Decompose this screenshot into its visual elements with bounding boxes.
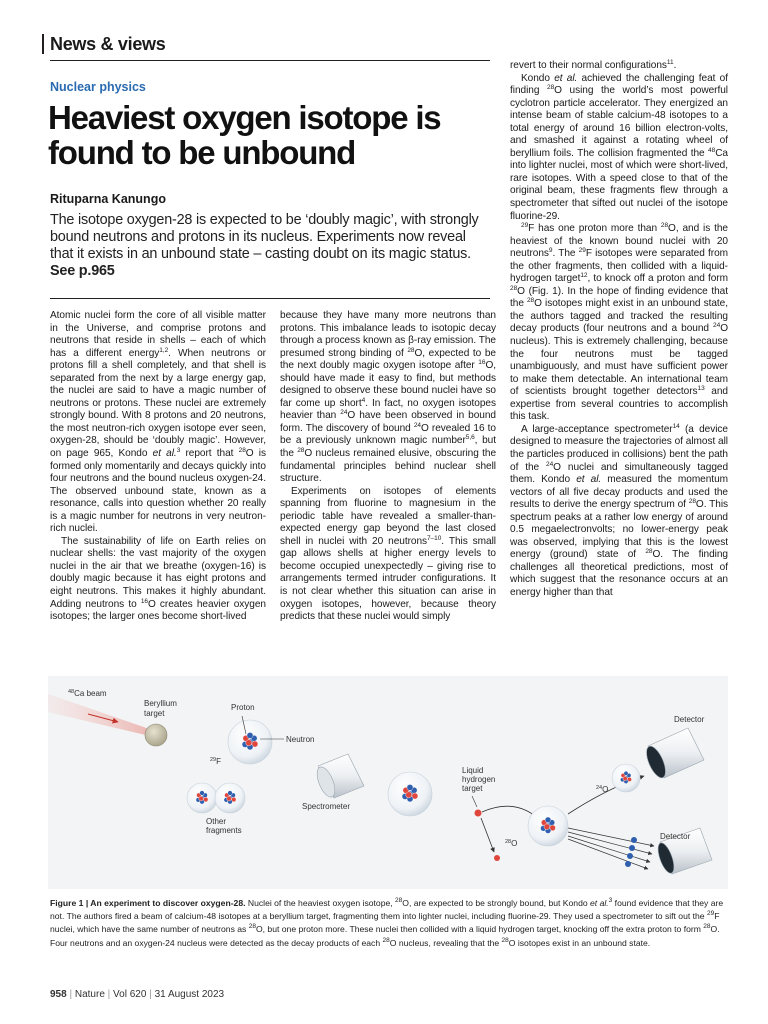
neutron-particle xyxy=(624,771,628,775)
issue-date: 31 August 2023 xyxy=(154,989,225,1000)
liquid-hydrogen-target xyxy=(475,810,482,817)
f29-label: $^{29}$F xyxy=(210,757,222,766)
paragraph: Atomic nuclei form the core of all visible matter in the Universe, and comprise protons and neutrons that reside in shells – each of which has a different energy$^{1,2}$. When neutrons or protons fill a shell completely, and that shell is separated from the next by a large energy gap, the nuclei are said to have a magic number of neutrons or protons. These nuclei are extremely strongly bound. With 8 protons and 20 neutrons, the most neutron-rich oxygen isotope ever seen, oxygen-28, should be ‘doubly magic’. However, on page 965, Kondo et al.$^3$ report that $^{28}$O is formed only momentarily and decays quickly into four neutrons and the bound nucleus oxygen-24. The observed unbound state, known as a resonance, calls into question whether 20 really is a magic number for neutrons in very neutron-rich nuclei. xyxy=(50,310,266,535)
beryllium-label: Beryllium xyxy=(144,699,177,708)
detector-upper-label: Detector xyxy=(674,715,705,724)
neutron-particle xyxy=(200,791,205,796)
paragraph: revert to their normal configurations$^{11}$. xyxy=(510,59,677,71)
detector-lower-label: Detector xyxy=(660,832,691,841)
other-fragments-label-2: fragments xyxy=(206,826,242,835)
proton-label: Proton xyxy=(231,703,255,712)
ca-beam xyxy=(48,694,158,738)
beryllium-target xyxy=(145,724,167,746)
header-rule-vertical xyxy=(42,34,44,54)
author-byline: Rituparna Kanungo xyxy=(50,192,166,206)
target-pointer xyxy=(472,796,477,807)
body-column-3 xyxy=(510,60,728,600)
figure-1 xyxy=(48,676,728,889)
proton-particle xyxy=(199,796,204,801)
volume: Vol 620 xyxy=(113,989,147,1000)
o24-label: $^{24}$O xyxy=(596,785,609,794)
header-rule-horizontal xyxy=(50,60,490,61)
journal-name: Nature xyxy=(74,989,105,1000)
neutron-particle xyxy=(545,817,551,823)
figure-caption: Figure 1 | An experiment to discover oxygen-28. Nuclei of the heaviest oxygen isotope, $^{28}$O, are expected to be strongly bound, but Kondo et al.$^3$ found evidence that they are not. The authors fired a beam of calcium-48 isotopes at a beryllium target, fragmenting them into lighter nuclei, including fluorine-29. They used a spectrometer to sift out the $^{29}$F nuclei, which have the same number of neutrons as $^{28}$O, but one proton more. These nuclei then collided with a liquid hydrogen target, knocking off the extra proton to form $^{28}$O. Four neutrons and an oxygen-24 nucleus were detected as the decay products of each $^{28}$O nucleus, revealing that the $^{28}$O isotopes exist in an unbound state. xyxy=(50,897,724,948)
other-fragments-label: Other xyxy=(206,817,227,826)
paragraph: $^{29}$F has one proton more than $^{28}$O, and is the heaviest of the known bound nuclei with 20 neutrons$^9$. The $^{29}$F isotopes were separated from the other fragments, then collided with a liquid-hydrogen target$^{12}$, to knock off a proton and form $^{28}$O (Fig. 1). In the hope of finding evidence that the $^{28}$O isotopes might exist in an unbound state, the authors tagged and tracked the resulting decay products (four neutrons and a bound $^{24}$O nucleus). This is extremely challenging, because the four neutrons must be tagged unambiguously, and must have sufficient power to make them detectable. An international team of scientists brought together detectors$^{13}$ and expertise from several countries to accomplish this task. xyxy=(510,222,728,423)
neutron-particle xyxy=(247,732,253,738)
lh-label-3: target xyxy=(462,784,483,793)
body-column-2 xyxy=(280,310,496,624)
lh-label: Liquid xyxy=(462,766,484,775)
section-label: News & views xyxy=(50,34,166,54)
ca-beam-label: $^{48}$Ca beam xyxy=(68,689,107,698)
page-number: 958 xyxy=(50,989,67,1000)
proton-particle xyxy=(246,740,252,746)
spectrometer-label: Spectrometer xyxy=(302,802,351,811)
proton-particle xyxy=(544,824,550,830)
standfirst xyxy=(50,212,490,280)
kicker: Nuclear physics xyxy=(50,80,146,94)
spectrometer xyxy=(314,754,364,799)
paragraph: Experiments on isotopes of elements spanning from fluorine to magnesium in the periodic table have revealed a smaller-than-expected energy gap beyond the last closed shell in nuclei with 20 neutrons$^{7-10}$. This small gap allows shells at higher energy levels to become occupied unexpectedly – giving rise to arrangements termed intruder configurations. It is not clear whether this situation can arise in oxygen isotopes, however, because theory predicts that these nuclei would simply xyxy=(280,485,496,623)
standfirst-text: The isotope oxygen-28 is expected to be ‘doubly magic’, with strongly bound neutrons and protons in its nucleus. Experiments now reveal that it exists in an unbound state – casting doubt on its magic status. xyxy=(50,212,479,262)
paragraph: A large-acceptance spectrometer$^{14}$ (a device designed to measure the trajectories of almost all the particles produced in collisions) bent the path of the $^{24}$O nuclei and simultaneously tagged them. Kondo et al. measured the momentum vectors of all five decay products and used the results to derive the energy spectrum of $^{28}$O. This spectrum peaks at a rather low energy of around 0.5 megaelectronvolts; no lower-energy peak was observed, implying that this is the lowest energy (ground) state of $^{28}$O. The finding challenges all theoretical predictions, most of which suggest that the resonance occurs at an energy higher than that xyxy=(510,422,729,598)
neutron-particle xyxy=(407,784,413,790)
paragraph: Kondo et al. achieved the challenging feat of finding $^{28}$O using the world’s most powerful cyclotron particle accelerator. They energized an intense beam of stable calcium-48 isotopes to a total energy of around 16 billion electron-volts, and smashed it against a rotating wheel of beryllium foils. The collision fragmented the $^{48}$Ca into lighter nuclei, most of which were short-lived, rare isotopes. With a speed close to that of the original beam, these fragments flew through a spectrometer that sifted out nuclei of the isotope fluorine-29. xyxy=(510,72,728,222)
knocked-proton xyxy=(494,855,500,861)
paragraph: The sustainability of life on Earth relies on nuclear shells: the vast majority of the oxygen nuclei in the air that we breathe (oxygen-16) is doubly magic because it has eight protons and eight neutrons. This makes it highly abundant. Adding neutrons to $^{16}$O creates heavier oxygen isotopes; the larger ones become short-lived xyxy=(50,535,266,623)
o28-label: $^{28}$O xyxy=(505,839,518,848)
proton-particle xyxy=(623,776,627,780)
experiment-diagram xyxy=(48,676,728,889)
neutron-particle xyxy=(228,791,233,796)
body-top-rule xyxy=(50,298,490,299)
beryllium-label-2: target xyxy=(144,709,165,718)
lh-label-2: hydrogen xyxy=(462,775,496,784)
proton-particle xyxy=(406,792,412,798)
paragraph: because they have many more neutrons than protons. This imbalance leads to isotopic decay through a process known as β-ray emission. The presumed strong binding of $^{28}$O, expected to be the next doubly magic oxygen isotope after $^{16}$O, should have made it easy to find, but methods designed to observe these bound nuclei have so far come up short$^4$. In fact, no oxygen isotopes heavier than $^{24}$O have been observed in bound form. The discovery of bound $^{24}$O revealed 16 to be a previously unknown magic number$^{5,6}$, but the $^{28}$O nucleus remained elusive, obscuring the fundamental principles behind nuclear shell structure. xyxy=(280,310,497,485)
proton-particle xyxy=(227,796,232,801)
headline: Heaviest oxygen isotope is found to be unbound xyxy=(48,99,441,171)
body-column-1 xyxy=(50,310,266,624)
neutron-label: Neutron xyxy=(286,735,315,744)
see-page-link[interactable]: See p.965 xyxy=(50,263,115,279)
detector-upper xyxy=(643,728,704,780)
page-footer: 958 | Nature | Vol 620 | 31 August 2023 xyxy=(50,989,225,1000)
proton-trajectory xyxy=(481,818,494,852)
neutron-trajectories xyxy=(568,828,654,869)
